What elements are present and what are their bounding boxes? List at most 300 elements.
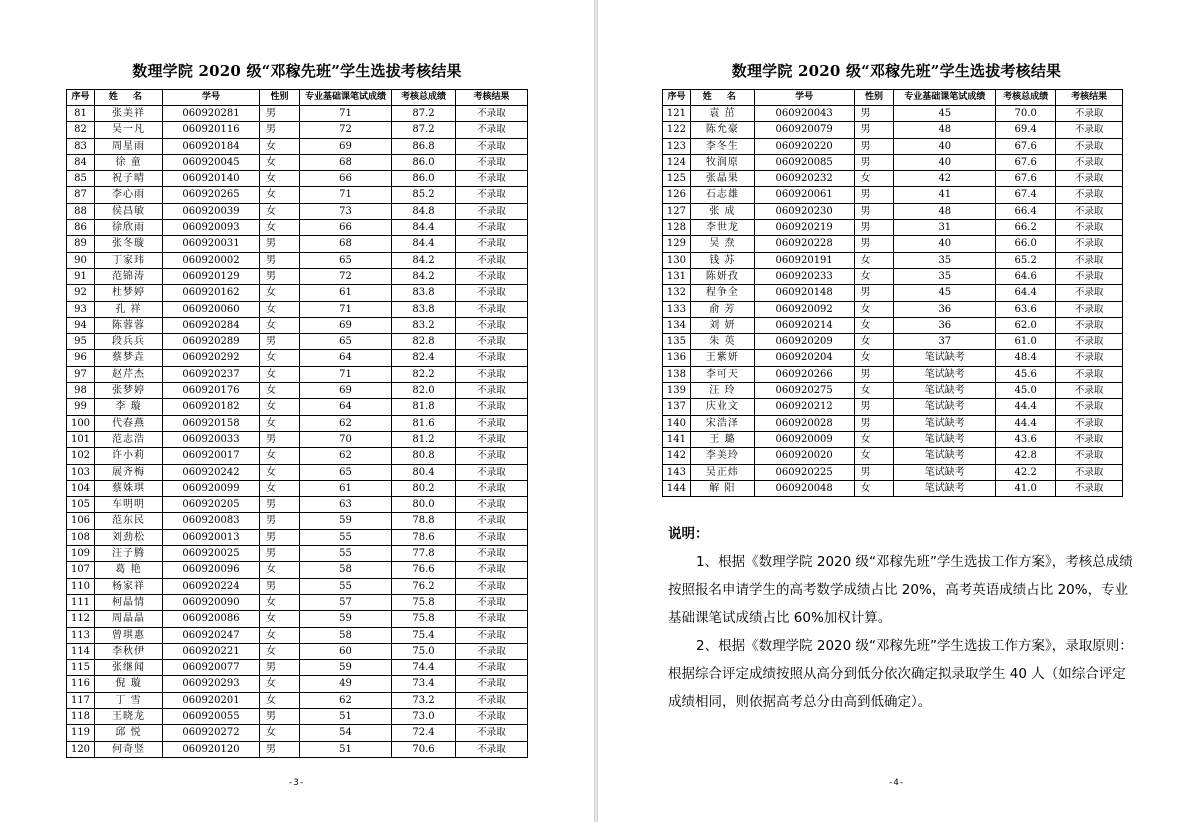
cell-result: 不录取 — [456, 415, 528, 431]
cell-written-score: 65 — [300, 252, 392, 268]
cell-no: 85 — [67, 171, 95, 187]
cell-no: 115 — [67, 660, 95, 676]
cell-result: 不录取 — [456, 431, 528, 447]
cell-student-id: 060920048 — [754, 480, 854, 496]
cell-total-score: 65.2 — [996, 252, 1056, 268]
cell-total-score: 82.4 — [392, 350, 456, 366]
cell-student-id: 060920176 — [163, 383, 260, 399]
cell-total-score: 76.6 — [392, 562, 456, 578]
cell-no: 118 — [67, 708, 95, 724]
header-written: 专业基础课笔试成绩 — [894, 90, 996, 106]
cell-result: 不录取 — [1056, 350, 1123, 366]
cell-result: 不录取 — [456, 578, 528, 594]
cell-total-score: 73.4 — [392, 676, 456, 692]
cell-result: 不录取 — [456, 480, 528, 496]
cell-name: 张 成 — [690, 203, 754, 219]
cell-result: 不录取 — [456, 203, 528, 219]
cell-written-score: 笔试缺考 — [894, 431, 996, 447]
cell-total-score: 84.4 — [392, 220, 456, 236]
results-table-right — [662, 89, 1123, 497]
table-row — [67, 676, 528, 692]
header-gender: 性别 — [260, 90, 300, 106]
table-row — [67, 562, 528, 578]
cell-gender: 女 — [260, 203, 300, 219]
cell-student-id: 060920237 — [163, 366, 260, 382]
cell-no: 129 — [663, 236, 691, 252]
cell-gender: 女 — [854, 268, 894, 284]
page-right — [597, 0, 1195, 822]
cell-written-score: 笔试缺考 — [894, 415, 996, 431]
table-header-row — [663, 90, 1123, 106]
cell-student-id: 060920281 — [163, 106, 260, 122]
cell-student-id: 060920028 — [754, 415, 854, 431]
cell-no: 142 — [663, 448, 691, 464]
table-row — [663, 236, 1123, 252]
cell-name: 孔 祥 — [95, 301, 163, 317]
cell-no: 114 — [67, 643, 95, 659]
cell-student-id: 060920284 — [163, 317, 260, 333]
table-row — [663, 187, 1123, 203]
cell-student-id: 060920116 — [163, 122, 260, 138]
cell-total-score: 67.6 — [996, 154, 1056, 170]
cell-gender: 男 — [260, 497, 300, 513]
cell-total-score: 63.6 — [996, 301, 1056, 317]
cell-name: 吴一凡 — [95, 122, 163, 138]
cell-result: 不录取 — [1056, 285, 1123, 301]
table-row — [67, 187, 528, 203]
cell-gender: 女 — [260, 480, 300, 496]
table-row — [67, 611, 528, 627]
cell-written-score: 69 — [300, 317, 392, 333]
notes-paragraph-2: 2、根据《数理学院 2020 级“邓稼先班”学生选拔工作方案》，录取原则：根据综合评定成绩按照从高分到低分依次确定拟录取学生 40 人（如综合评定成绩相同，则依据高考总分由高到低确定）。 — [668, 638, 1133, 710]
cell-student-id: 060920266 — [754, 366, 854, 382]
table-row — [663, 366, 1123, 382]
cell-total-score: 66.2 — [996, 220, 1056, 236]
cell-student-id: 060920289 — [163, 334, 260, 350]
table-row — [67, 301, 528, 317]
cell-total-score: 86.8 — [392, 138, 456, 154]
table-row — [67, 220, 528, 236]
cell-student-id: 060920099 — [163, 480, 260, 496]
cell-written-score: 笔试缺考 — [894, 480, 996, 496]
cell-name: 蔡姝琪 — [95, 480, 163, 496]
cell-gender: 女 — [260, 154, 300, 170]
cell-total-score: 80.2 — [392, 480, 456, 496]
cell-name: 范志浩 — [95, 431, 163, 447]
cell-written-score: 72 — [300, 122, 392, 138]
cell-result: 不录取 — [1056, 252, 1123, 268]
cell-no: 144 — [663, 480, 691, 496]
cell-total-score: 77.8 — [392, 546, 456, 562]
cell-no: 82 — [67, 122, 95, 138]
cell-result: 不录取 — [456, 692, 528, 708]
cell-total-score: 44.4 — [996, 415, 1056, 431]
cell-name: 牧润原 — [690, 154, 754, 170]
cell-student-id: 060920184 — [163, 138, 260, 154]
cell-gender: 女 — [260, 643, 300, 659]
cell-student-id: 060920228 — [754, 236, 854, 252]
cell-gender: 女 — [854, 301, 894, 317]
header-written: 专业基础课笔试成绩 — [300, 90, 392, 106]
cell-written-score: 55 — [300, 546, 392, 562]
cell-result: 不录取 — [456, 122, 528, 138]
cell-student-id: 060920060 — [163, 301, 260, 317]
cell-student-id: 060920233 — [754, 268, 854, 284]
table-row — [67, 106, 528, 122]
cell-total-score: 85.2 — [392, 187, 456, 203]
cell-total-score: 64.4 — [996, 285, 1056, 301]
table-row — [67, 464, 528, 480]
cell-no: 98 — [67, 383, 95, 399]
table-row — [67, 660, 528, 676]
cell-name: 汪 玲 — [690, 383, 754, 399]
cell-gender: 男 — [854, 415, 894, 431]
cell-result: 不录取 — [456, 187, 528, 203]
cell-name: 蔡梦垚 — [95, 350, 163, 366]
cell-written-score: 64 — [300, 350, 392, 366]
table-row — [67, 578, 528, 594]
cell-gender: 女 — [260, 676, 300, 692]
cell-gender: 女 — [854, 431, 894, 447]
cell-gender: 男 — [260, 122, 300, 138]
cell-result: 不录取 — [1056, 415, 1123, 431]
cell-total-score: 82.8 — [392, 334, 456, 350]
cell-result: 不录取 — [456, 383, 528, 399]
cell-written-score: 笔试缺考 — [894, 350, 996, 366]
cell-result: 不录取 — [456, 741, 528, 757]
cell-gender: 女 — [260, 366, 300, 382]
cell-name: 葛 艳 — [95, 562, 163, 578]
cell-gender: 男 — [260, 741, 300, 757]
cell-student-id: 060920079 — [754, 122, 854, 138]
cell-total-score: 84.8 — [392, 203, 456, 219]
cell-result: 不录取 — [456, 106, 528, 122]
cell-total-score: 87.2 — [392, 106, 456, 122]
cell-name: 段兵兵 — [95, 334, 163, 350]
cell-name: 周晶晶 — [95, 611, 163, 627]
cell-student-id: 060920043 — [754, 106, 854, 122]
table-row — [663, 106, 1123, 122]
cell-result: 不录取 — [456, 301, 528, 317]
cell-name: 周星雨 — [95, 138, 163, 154]
cell-no: 130 — [663, 252, 691, 268]
cell-student-id: 060920212 — [754, 399, 854, 415]
cell-student-id: 060920061 — [754, 187, 854, 203]
cell-written-score: 72 — [300, 268, 392, 284]
cell-written-score: 35 — [894, 268, 996, 284]
cell-gender: 女 — [260, 383, 300, 399]
cell-gender: 男 — [260, 546, 300, 562]
cell-total-score: 67.6 — [996, 171, 1056, 187]
cell-gender: 女 — [260, 692, 300, 708]
cell-no: 106 — [67, 513, 95, 529]
cell-written-score: 62 — [300, 415, 392, 431]
cell-gender: 女 — [260, 464, 300, 480]
table-header-row — [67, 90, 528, 106]
cell-no: 136 — [663, 350, 691, 366]
cell-student-id: 060920025 — [163, 546, 260, 562]
cell-name: 张美祥 — [95, 106, 163, 122]
cell-result: 不录取 — [456, 366, 528, 382]
cell-total-score: 78.6 — [392, 529, 456, 545]
cell-result: 不录取 — [1056, 203, 1123, 219]
header-id: 学号 — [754, 90, 854, 106]
cell-result: 不录取 — [456, 643, 528, 659]
cell-result: 不录取 — [456, 611, 528, 627]
table-row — [67, 431, 528, 447]
cell-gender: 男 — [260, 513, 300, 529]
cell-name: 李秋伊 — [95, 643, 163, 659]
cell-written-score: 69 — [300, 383, 392, 399]
cell-student-id: 060920096 — [163, 562, 260, 578]
cell-total-score: 87.2 — [392, 122, 456, 138]
page-number: -3- — [288, 778, 305, 788]
cell-student-id: 060920033 — [163, 431, 260, 447]
cell-gender: 女 — [260, 562, 300, 578]
cell-name: 陈蓉蓉 — [95, 317, 163, 333]
cell-written-score: 48 — [894, 203, 996, 219]
cell-no: 91 — [67, 268, 95, 284]
cell-gender: 男 — [854, 122, 894, 138]
cell-written-score: 54 — [300, 725, 392, 741]
cell-student-id: 060920205 — [163, 497, 260, 513]
table-row — [663, 220, 1123, 236]
cell-name: 邱 悦 — [95, 725, 163, 741]
table-row — [67, 285, 528, 301]
table-row — [67, 643, 528, 659]
header-total: 考核总成绩 — [996, 90, 1056, 106]
cell-no: 126 — [663, 187, 691, 203]
cell-no: 127 — [663, 203, 691, 219]
cell-name: 袁 茁 — [690, 106, 754, 122]
cell-name: 张梦婷 — [95, 383, 163, 399]
cell-gender: 男 — [854, 399, 894, 415]
cell-written-score: 71 — [300, 106, 392, 122]
cell-written-score: 66 — [300, 220, 392, 236]
cell-total-score: 76.2 — [392, 578, 456, 594]
cell-name: 侯昌敏 — [95, 203, 163, 219]
cell-student-id: 060920293 — [163, 676, 260, 692]
cell-total-score: 84.2 — [392, 268, 456, 284]
cell-total-score: 83.8 — [392, 301, 456, 317]
cell-no: 124 — [663, 154, 691, 170]
cell-result: 不录取 — [1056, 154, 1123, 170]
cell-result: 不录取 — [1056, 187, 1123, 203]
table-row — [663, 464, 1123, 480]
cell-student-id: 060920140 — [163, 171, 260, 187]
cell-gender: 男 — [260, 529, 300, 545]
cell-total-score: 67.4 — [996, 187, 1056, 203]
cell-result: 不录取 — [456, 334, 528, 350]
table-row — [67, 268, 528, 284]
cell-total-score: 70.0 — [996, 106, 1056, 122]
cell-name: 范锦涛 — [95, 268, 163, 284]
cell-student-id: 060920055 — [163, 708, 260, 724]
cell-no: 143 — [663, 464, 691, 480]
table-row — [67, 334, 528, 350]
table-row — [67, 513, 528, 529]
cell-result: 不录取 — [1056, 383, 1123, 399]
cell-gender: 女 — [854, 383, 894, 399]
cell-result: 不录取 — [1056, 317, 1123, 333]
table-row — [663, 252, 1123, 268]
cell-written-score: 71 — [300, 187, 392, 203]
cell-no: 138 — [663, 366, 691, 382]
cell-written-score: 49 — [300, 676, 392, 692]
cell-result: 不录取 — [456, 317, 528, 333]
cell-gender: 女 — [854, 334, 894, 350]
table-row — [67, 692, 528, 708]
cell-written-score: 36 — [894, 301, 996, 317]
cell-no: 94 — [67, 317, 95, 333]
cell-result: 不录取 — [456, 676, 528, 692]
cell-written-score: 55 — [300, 578, 392, 594]
table-body-right — [663, 106, 1123, 497]
cell-student-id: 060920182 — [163, 399, 260, 415]
cell-written-score: 59 — [300, 611, 392, 627]
cell-no: 141 — [663, 431, 691, 447]
cell-written-score: 59 — [300, 513, 392, 529]
cell-student-id: 060920092 — [754, 301, 854, 317]
cell-written-score: 61 — [300, 285, 392, 301]
table-row — [67, 627, 528, 643]
cell-result: 不录取 — [1056, 431, 1123, 447]
cell-total-score: 66.0 — [996, 236, 1056, 252]
cell-no: 104 — [67, 480, 95, 496]
cell-gender: 男 — [260, 708, 300, 724]
page-title: 数理学院 2020 级“邓稼先班”学生选拔考核结果 — [731, 62, 1062, 80]
cell-student-id: 060920191 — [754, 252, 854, 268]
cell-student-id: 060920085 — [754, 154, 854, 170]
cell-written-score: 笔试缺考 — [894, 448, 996, 464]
cell-no: 121 — [663, 106, 691, 122]
cell-gender: 男 — [260, 268, 300, 284]
cell-student-id: 060920083 — [163, 513, 260, 529]
cell-no: 111 — [67, 594, 95, 610]
cell-student-id: 060920158 — [163, 415, 260, 431]
cell-name: 祝子晴 — [95, 171, 163, 187]
cell-gender: 男 — [260, 660, 300, 676]
cell-name: 吴 焘 — [690, 236, 754, 252]
cell-total-score: 45.6 — [996, 366, 1056, 382]
cell-name: 宋浩泽 — [690, 415, 754, 431]
cell-written-score: 37 — [894, 334, 996, 350]
cell-result: 不录取 — [1056, 171, 1123, 187]
cell-student-id: 060920272 — [163, 725, 260, 741]
cell-gender: 女 — [260, 725, 300, 741]
table-row — [67, 383, 528, 399]
cell-gender: 男 — [854, 220, 894, 236]
cell-result: 不录取 — [1056, 399, 1123, 415]
cell-written-score: 61 — [300, 480, 392, 496]
cell-no: 83 — [67, 138, 95, 154]
cell-student-id: 060920077 — [163, 660, 260, 676]
cell-total-score: 82.0 — [392, 383, 456, 399]
cell-result: 不录取 — [1056, 334, 1123, 350]
header-id: 学号 — [163, 90, 260, 106]
cell-student-id: 060920017 — [163, 448, 260, 464]
table-row — [663, 317, 1123, 333]
cell-no: 113 — [67, 627, 95, 643]
cell-gender: 女 — [260, 138, 300, 154]
table-body-left — [67, 106, 528, 758]
cell-total-score: 44.4 — [996, 399, 1056, 415]
cell-no: 107 — [67, 562, 95, 578]
cell-written-score: 笔试缺考 — [894, 399, 996, 415]
table-row — [67, 203, 528, 219]
table-row — [67, 236, 528, 252]
cell-result: 不录取 — [456, 448, 528, 464]
cell-gender: 男 — [854, 285, 894, 301]
page-left — [0, 0, 595, 822]
header-gender: 性别 — [854, 90, 894, 106]
cell-student-id: 060920009 — [754, 431, 854, 447]
table-row — [663, 171, 1123, 187]
cell-written-score: 42 — [894, 171, 996, 187]
cell-gender: 男 — [854, 236, 894, 252]
cell-student-id: 060920039 — [163, 203, 260, 219]
cell-result: 不录取 — [456, 529, 528, 545]
table-row — [663, 138, 1123, 154]
cell-written-score: 51 — [300, 708, 392, 724]
cell-result: 不录取 — [1056, 220, 1123, 236]
cell-result: 不录取 — [456, 220, 528, 236]
table-row — [67, 546, 528, 562]
cell-total-score: 75.8 — [392, 611, 456, 627]
cell-gender: 女 — [260, 317, 300, 333]
cell-name: 展齐梅 — [95, 464, 163, 480]
cell-gender: 男 — [854, 187, 894, 203]
cell-total-score: 45.0 — [996, 383, 1056, 399]
cell-no: 105 — [67, 497, 95, 513]
cell-name: 俞 芳 — [690, 301, 754, 317]
cell-written-score: 66 — [300, 171, 392, 187]
cell-name: 张晶果 — [690, 171, 754, 187]
cell-name: 赵芹杰 — [95, 366, 163, 382]
cell-result: 不录取 — [456, 708, 528, 724]
cell-student-id: 060920093 — [163, 220, 260, 236]
cell-student-id: 060920265 — [163, 187, 260, 203]
cell-name: 张冬璇 — [95, 236, 163, 252]
cell-name: 李美玲 — [690, 448, 754, 464]
cell-written-score: 41 — [894, 187, 996, 203]
notes-heading: 说明： — [668, 526, 709, 542]
cell-student-id: 060920242 — [163, 464, 260, 480]
table-row — [663, 154, 1123, 170]
cell-total-score: 69.4 — [996, 122, 1056, 138]
cell-name: 解 阳 — [690, 480, 754, 496]
cell-gender: 男 — [854, 203, 894, 219]
cell-total-score: 80.8 — [392, 448, 456, 464]
cell-no: 101 — [67, 431, 95, 447]
cell-no: 119 — [67, 725, 95, 741]
cell-no: 81 — [67, 106, 95, 122]
cell-gender: 女 — [260, 611, 300, 627]
cell-no: 132 — [663, 285, 691, 301]
cell-result: 不录取 — [456, 594, 528, 610]
cell-gender: 女 — [260, 301, 300, 317]
cell-result: 不录取 — [456, 236, 528, 252]
table-row — [663, 268, 1123, 284]
cell-no: 109 — [67, 546, 95, 562]
cell-written-score: 35 — [894, 252, 996, 268]
header-result: 考核结果 — [1056, 90, 1123, 106]
table-row — [663, 301, 1123, 317]
table-row — [663, 334, 1123, 350]
cell-written-score: 45 — [894, 285, 996, 301]
header-total: 考核总成绩 — [392, 90, 456, 106]
cell-no: 123 — [663, 138, 691, 154]
